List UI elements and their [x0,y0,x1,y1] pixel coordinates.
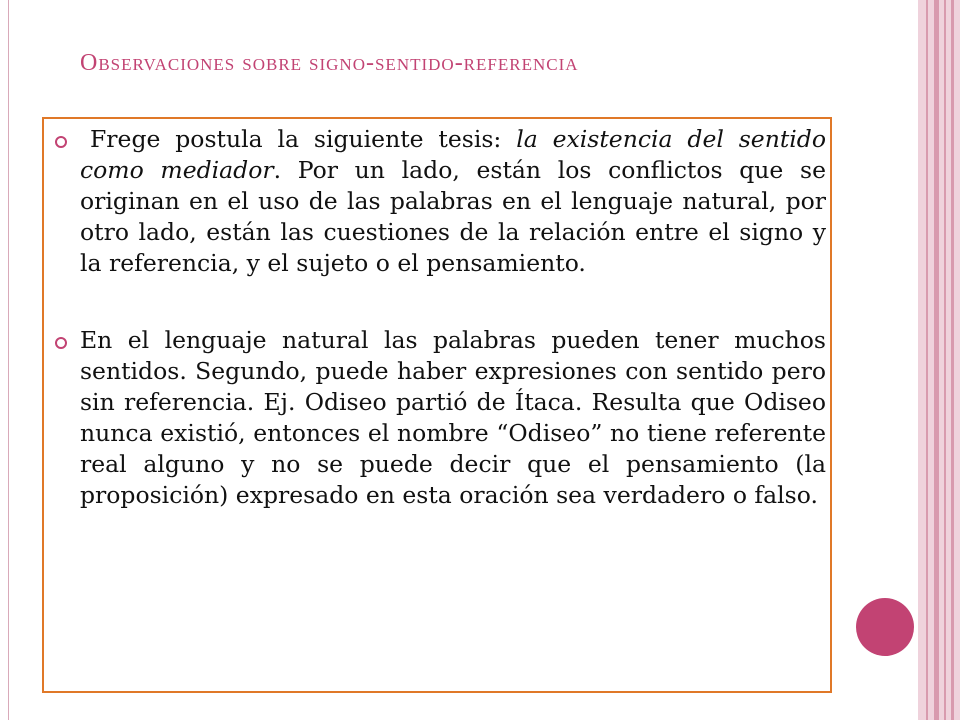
stripe-line [944,0,946,720]
bullet-circle-icon [55,136,67,148]
bullet-text-segment: . Por un lado, están los conflictos que se originan en el uso de las palabras en el lenguaje natural, por otro lado, están las cuestiones de la relación entre el signo y la referencia, y el sujeto o el pensamiento. [80,156,826,277]
right-decorative-stripes [918,0,960,720]
bullet-text-italic: la existencia del sentido como mediador [80,125,826,184]
left-border-line [8,0,9,720]
bullet-text-segment: En el lenguaje natural las palabras pueden tener muchos sentidos. Segundo, puede haber expresiones con sentido pero sin referencia. Ej. Odiseo partió de Ítaca. Resulta que Odiseo nunca existió, entonces el nombre “Odiseo” no tiene referente real alguno y no se puede decir que el pensamiento (la proposición) expresado en esta oración sea verdadero o falso. [80,326,826,509]
decorative-circle [856,598,914,656]
bullet-text-segment: Frege postula la siguiente tesis: [90,125,517,153]
slide-title: Observaciones sobre signo-sentido-referencia [80,50,579,76]
stripe-line [926,0,928,720]
bullet-circle-icon [55,337,67,349]
bullet-item-natural-language [80,325,826,511]
bullet-list [80,124,826,511]
stripe-line [934,0,939,720]
stripe-line [951,0,954,720]
bullet-item-frege-thesis [80,124,826,279]
